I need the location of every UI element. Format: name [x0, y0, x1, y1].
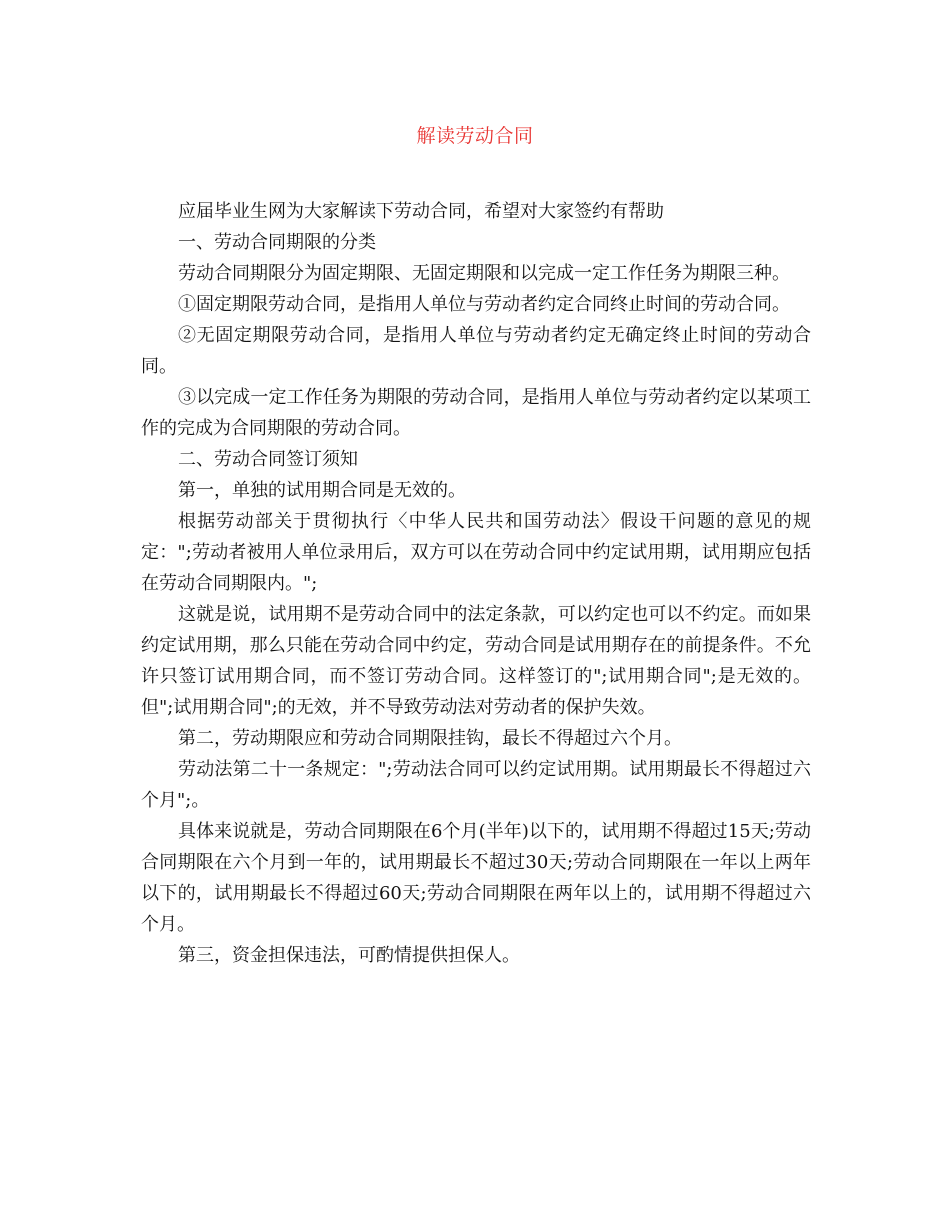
paragraph: 这就是说，试用期不是劳动合同中的法定条款，可以约定也可以不约定。而如果约定试用期，那么只能在劳动合同中约定，劳动合同是试用期存在的前提条件。不允许只签订试用期合同，而不签订劳动合同。这样签订的";试用期合同";是无效的。但";试用期合同";的无效，并不导致劳动法对劳动者的保护失效。: [141, 604, 811, 718]
paragraph: 劳动合同期限分为固定期限、无固定期限和以完成一定工作任务为期限三种。: [178, 263, 790, 284]
paragraph: 应届毕业生网为大家解读下劳动合同，希望对大家签约有帮助: [178, 201, 664, 222]
paragraph: 劳动法第二十一条规定：";劳动法合同可以约定试用期。试用期最长不得超过六个月";。: [141, 759, 811, 811]
paragraph: 第二，劳动期限应和劳动合同期限挂钩，最长不得超过六个月。: [178, 728, 682, 749]
section-heading: 二、劳动合同签订须知: [178, 449, 358, 470]
paragraph: 第三，资金担保违法，可酌情提供担保人。: [178, 945, 520, 966]
paragraph: 第一，单独的试用期合同是无效的。: [178, 480, 466, 501]
paragraph: 根据劳动部关于贯彻执行〈中华人民共和国劳动法〉假设干问题的意见的规定：";劳动者被用人单位录用后，双方可以在劳动合同中约定试用期，试用期应包括在劳动合同期限内。";: [141, 511, 811, 594]
section-heading: 一、劳动合同期限的分类: [178, 232, 376, 253]
document-body: [141, 196, 811, 971]
document-title: 解读劳动合同: [416, 125, 534, 147]
paragraph: ②无固定期限劳动合同，是指用人单位与劳动者约定无确定终止时间的劳动合同。: [141, 325, 811, 377]
paragraph: ③以完成一定工作任务为期限的劳动合同，是指用人单位与劳动者约定以某项工作的完成为合同期限的劳动合同。: [141, 387, 811, 439]
paragraph: ①固定期限劳动合同，是指用人单位与劳动者约定合同终止时间的劳动合同。: [178, 294, 790, 315]
paragraph: 具体来说就是，劳动合同期限在6个月(半年)以下的，试用期不得超过15天;劳动合同期限在六个月到一年的，试用期最长不超过30天;劳动合同期限在一年以上两年以下的，试用期最长不得超过60天;劳动合同期限在两年以上的，试用期不得超过六个月。: [141, 821, 811, 935]
